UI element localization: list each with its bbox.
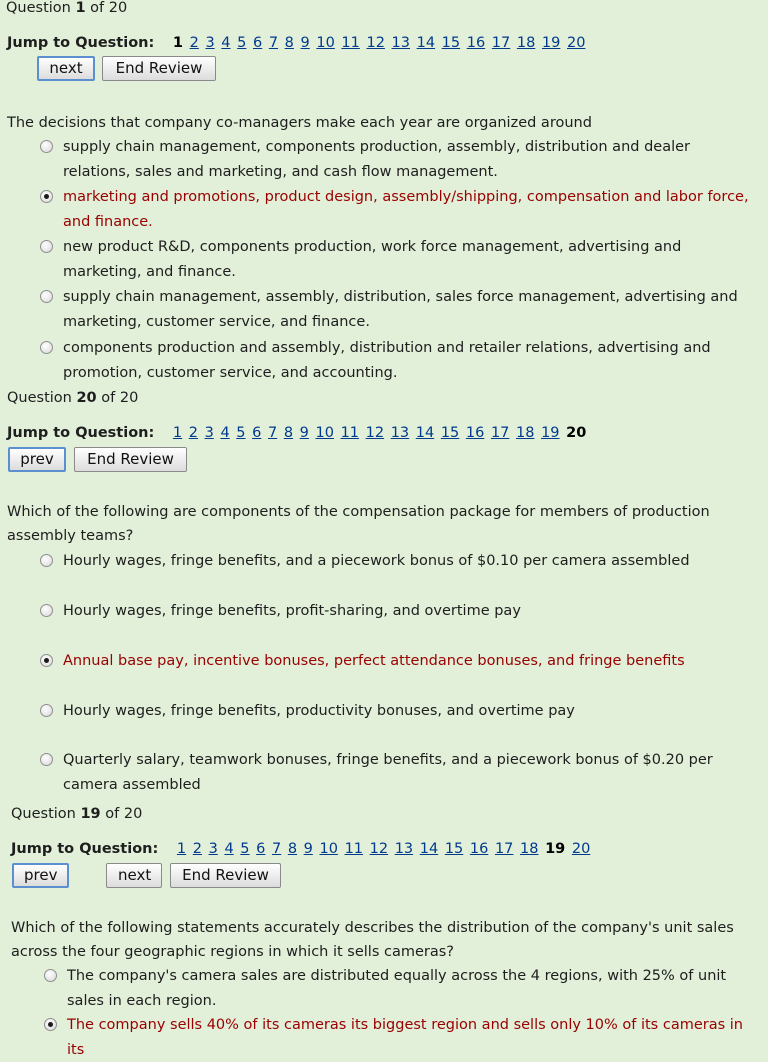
jump-to-question-nav [7,425,588,441]
jump-label: Jump to Question: [7,425,155,441]
answer-option[interactable] [40,549,754,574]
question-link-4[interactable]: 4 [221,35,231,51]
question-counter: Question 20 of 20 [7,390,139,406]
question-link-13[interactable]: 13 [391,35,410,51]
radio-button[interactable] [44,969,57,982]
question-text: Which of the following statements accurately describes the distribution of the company's unit sales across the four geographic regions in which it sells cameras? [11,920,734,960]
next-button[interactable]: next [37,56,95,81]
question-link-10[interactable]: 10 [319,841,338,857]
answer-option[interactable] [40,649,754,674]
question-link-4[interactable]: 4 [220,425,230,441]
question-link-16[interactable]: 16 [465,425,485,441]
answer-option[interactable] [40,699,754,724]
answer-option[interactable] [40,135,754,184]
question-link-9[interactable]: 9 [299,425,309,441]
question-link-7[interactable]: 7 [271,841,282,857]
answer-option-text: supply chain management, components production, assembly, distribution and dealer relations, sales and marketing, and cash flow management. [63,139,690,180]
radio-button[interactable] [40,140,53,153]
question-link-7[interactable]: 7 [267,425,278,441]
question-text: The decisions that company co-managers make each year are organized around [7,115,592,131]
radio-button[interactable] [40,704,53,717]
question-link-2[interactable]: 2 [192,841,202,857]
radio-button[interactable] [40,753,53,766]
question-link-6[interactable]: 6 [256,841,266,857]
radio-button[interactable] [40,341,53,354]
question-link-2[interactable]: 2 [189,35,199,51]
answer-option-text: Hourly wages, fringe benefits, profit-sharing, and overtime pay [63,603,521,619]
prev-button[interactable]: prev [12,863,69,888]
answer-option-text: The company sells 40% of its cameras its biggest region and sells only 10% of its cameras in its [67,1017,743,1058]
radio-button[interactable] [40,554,53,567]
question-link-5[interactable]: 5 [236,425,246,441]
answer-option[interactable] [40,599,754,624]
answer-option-text: Hourly wages, fringe benefits, productivity bonuses, and overtime pay [63,703,575,719]
answer-option-text: Hourly wages, fringe benefits, and a piecework bonus of $0.10 per camera assembled [63,553,690,569]
question-link-18[interactable]: 18 [516,425,535,441]
question-link-18[interactable]: 18 [516,35,536,51]
question-link-5[interactable]: 5 [237,35,247,51]
question-link-12[interactable]: 12 [369,841,389,857]
question-link-8[interactable]: 8 [287,841,298,857]
question-link-15[interactable]: 15 [440,425,460,441]
question-link-17[interactable]: 17 [490,425,510,441]
question-link-16[interactable]: 16 [469,841,489,857]
question-link-7[interactable]: 7 [268,35,279,51]
question-link-4[interactable]: 4 [224,841,234,857]
question-text: Which of the following are components of the compensation package for members of production assembly teams? [7,504,710,544]
question-link-11[interactable]: 11 [344,841,364,857]
jump-to-question-nav [7,35,587,51]
question-link-20[interactable]: 20 [571,841,591,857]
radio-button[interactable] [40,240,53,253]
question-link-9[interactable]: 9 [300,35,310,51]
answer-option[interactable] [44,1013,754,1062]
radio-button-selected[interactable] [44,1018,57,1031]
question-links [173,425,588,441]
question-link-15[interactable]: 15 [441,35,461,51]
question-link-14[interactable]: 14 [419,841,439,857]
radio-button-selected[interactable] [40,654,53,667]
question-link-14[interactable]: 14 [416,35,436,51]
question-link-19: 19 [545,841,566,857]
question-link-11[interactable]: 11 [340,425,360,441]
question-block-20 [0,389,768,809]
answer-option-text: new product R&D, components production, work force management, advertising and marketing, and finance. [63,239,682,280]
answer-option-text: supply chain management, assembly, distribution, sales force management, advertising and marketing, customer service, and finance. [63,289,738,330]
answer-option[interactable] [40,235,754,284]
answer-option[interactable] [40,336,754,385]
radio-button[interactable] [40,290,53,303]
question-link-14[interactable]: 14 [415,425,435,441]
jump-label: Jump to Question: [7,35,155,51]
question-links [173,35,588,51]
question-link-5[interactable]: 5 [240,841,250,857]
question-link-19[interactable]: 19 [541,35,561,51]
end-review-button[interactable]: End Review [102,56,216,81]
radio-button[interactable] [40,604,53,617]
question-link-10[interactable]: 10 [316,35,335,51]
question-link-13[interactable]: 13 [394,841,414,857]
next-button[interactable]: next [106,863,162,888]
answer-option-text: marketing and promotions, product design, assembly/shipping, compensation and labor force, and finance. [63,189,749,230]
question-link-12[interactable]: 12 [365,425,385,441]
jump-to-question-nav [11,841,592,857]
answer-option[interactable] [44,964,754,1013]
radio-button-selected[interactable] [40,190,53,203]
answer-option-text: The company's camera sales are distributed equally across the 4 regions, with 25% of unit sales in each region. [67,968,727,1009]
answer-option[interactable] [40,285,754,334]
question-link-1[interactable]: 1 [176,841,187,857]
answer-option[interactable] [40,185,754,234]
answer-option-text: components production and assembly, distribution and retailer relations, advertising and promotion, customer service, and accounting. [63,340,711,381]
prev-button[interactable]: prev [8,447,66,472]
question-link-13[interactable]: 13 [390,425,410,441]
question-link-15[interactable]: 15 [444,841,464,857]
question-link-3[interactable]: 3 [204,425,214,441]
question-block-19 [0,805,768,1058]
question-link-8[interactable]: 8 [284,35,294,51]
question-link-12[interactable]: 12 [366,35,385,51]
question-block-1 [0,0,768,390]
question-link-2[interactable]: 2 [188,425,198,441]
question-link-19[interactable]: 19 [541,425,560,441]
question-link-9[interactable]: 9 [303,841,313,857]
question-link-6[interactable]: 6 [252,425,262,441]
question-counter: Question 19 of 20 [11,806,143,822]
answer-option-text: Quarterly salary, teamwork bonuses, fringe benefits, and a piecework bonus of $0.20 per camera assembled [63,752,713,793]
answer-option-text: Annual base pay, incentive bonuses, perfect attendance bonuses, and fringe benefits [63,653,685,669]
question-link-17[interactable]: 17 [491,35,511,51]
question-link-6[interactable]: 6 [252,35,263,51]
question-link-16[interactable]: 16 [466,35,486,51]
question-link-11[interactable]: 11 [341,35,360,51]
question-link-3[interactable]: 3 [205,35,215,51]
question-links [177,841,592,857]
question-link-8[interactable]: 8 [283,425,294,441]
question-link-1: 1 [172,35,183,51]
question-link-17[interactable]: 17 [494,841,514,857]
question-link-20: 20 [566,425,587,441]
question-counter: Question 1 of 20 [6,0,128,16]
question-link-1[interactable]: 1 [172,425,183,441]
question-link-20[interactable]: 20 [566,35,586,51]
answer-option[interactable] [40,748,754,797]
question-link-10[interactable]: 10 [315,425,334,441]
question-link-18[interactable]: 18 [520,841,539,857]
jump-label: Jump to Question: [11,841,159,857]
end-review-button[interactable]: End Review [170,863,281,888]
question-link-3[interactable]: 3 [208,841,218,857]
end-review-button[interactable]: End Review [74,447,187,472]
